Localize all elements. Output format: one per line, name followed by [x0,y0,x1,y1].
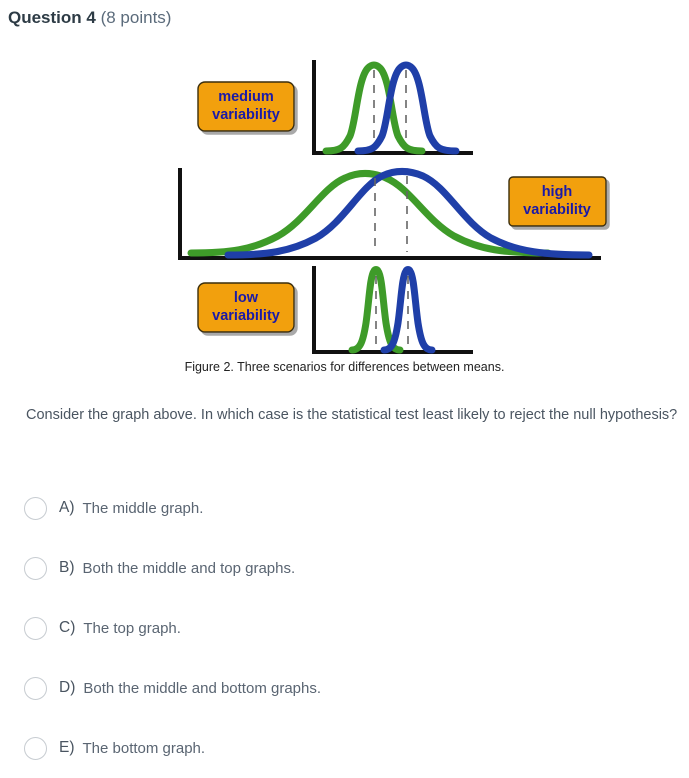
radio-button-d[interactable] [24,677,47,700]
medium-variability-text-line2: variability [212,107,280,123]
top-panel-blue-curve [358,65,456,151]
medium-variability-text-line1: medium [218,89,274,105]
answer-letter-e: E) [59,739,75,756]
answer-text-a: The middle graph. [82,499,204,517]
low-variability-label [198,283,294,332]
page-title [8,8,171,28]
three-scenarios-chart [0,48,689,384]
high-variability-label [509,177,606,226]
low-variability-text-line1: low [233,290,259,306]
figure-2 [0,48,689,384]
answer-letter-a: A) [59,499,75,516]
answer-letter-d: D) [59,679,76,696]
radio-button-e[interactable] [24,737,47,760]
answer-letter-c: C) [59,619,76,636]
answer-text-b: Both the middle and top graphs. [82,559,296,577]
answer-text-e: The bottom graph. [82,739,206,757]
radio-button-b[interactable] [24,557,47,580]
answer-option-d[interactable] [24,658,664,718]
question-number: Question 4 [8,8,96,27]
answer-text-c: The top graph. [83,619,181,637]
figure-caption: Figure 2. Three scenarios for differences between means. [184,360,505,374]
radio-button-a[interactable] [24,497,47,520]
question-prompt: Consider the graph above. In which case is the statistical test least likely to reject the null hypothesis? [26,407,678,423]
answer-option-e[interactable] [24,718,664,778]
answer-letter-b: B) [59,559,75,576]
panel-top [198,60,473,155]
answer-option-b[interactable] [24,538,664,598]
panel-middle [178,168,606,260]
high-variability-text-line2: variability [523,202,591,218]
answer-option-a[interactable] [24,478,664,538]
panel-bottom [198,266,473,354]
answer-option-c[interactable] [24,598,664,658]
answer-options [24,478,664,778]
answer-text-d: Both the middle and bottom graphs. [83,679,322,697]
low-variability-text-line2: variability [212,308,280,324]
question-points: (8 points) [100,8,172,27]
radio-button-c[interactable] [24,617,47,640]
high-variability-text-line1: high [541,184,573,200]
medium-variability-label [198,82,294,131]
